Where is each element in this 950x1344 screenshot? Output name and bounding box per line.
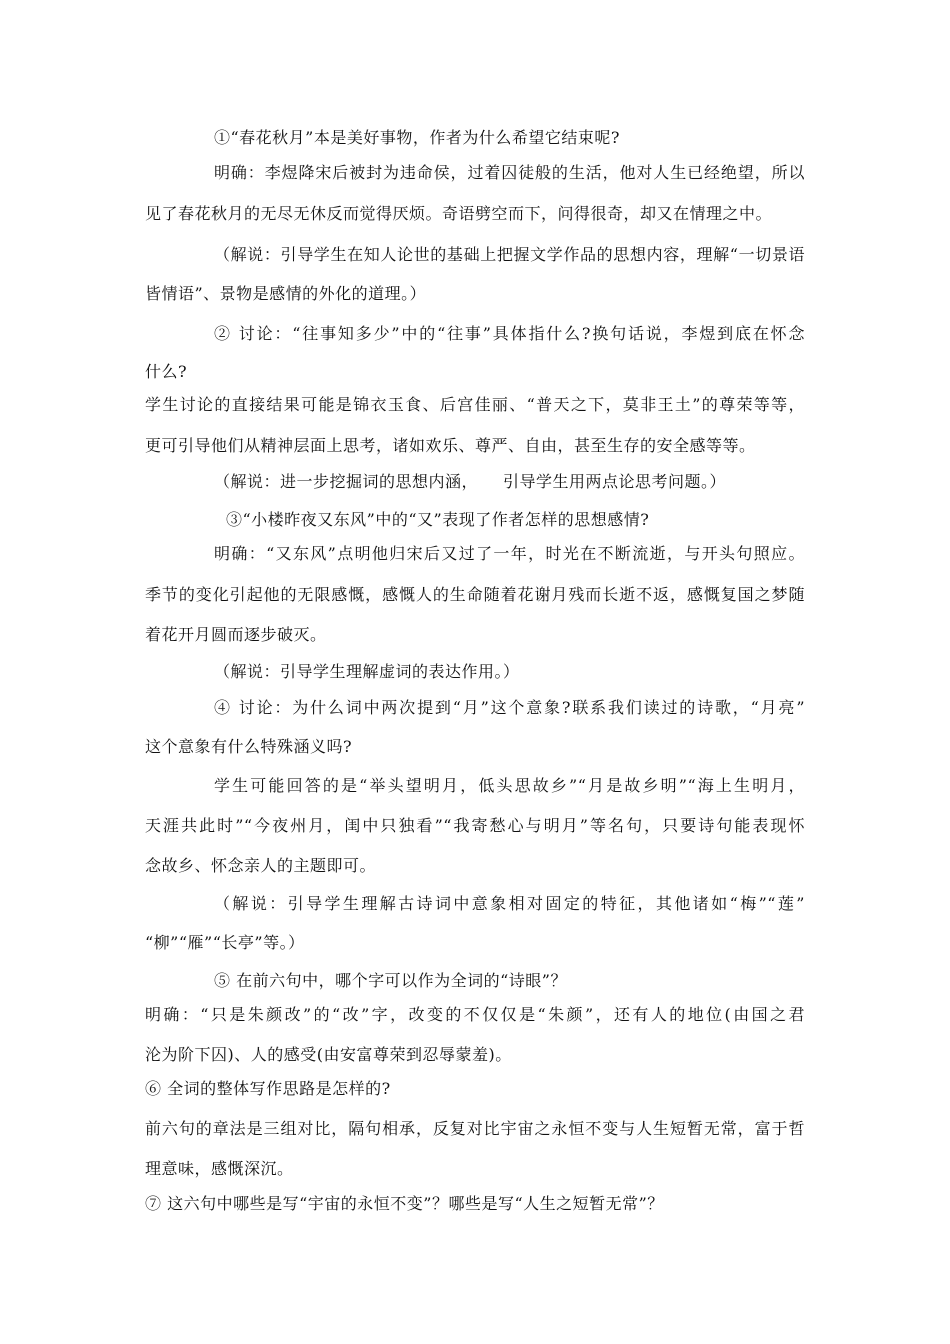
answer-6-line-1: 前六句的章法是三组对比，隔句相承，反复对比宇宙之永恒不变与人生短暂无常，富于哲 [145, 1119, 805, 1138]
discussion-2-line-1: 学生讨论的直接结果可能是锦衣玉食、后宫佳丽、“普天之下，莫非王土”的尊荣等等， [145, 395, 805, 414]
question-2-line-2: 什么? [145, 362, 188, 381]
answer-3-line-3: 着花开月圆而逐步破灭。 [145, 625, 327, 644]
answer-1-line-2: 见了春花秋月的无尽无休反而觉得厌烦。奇语劈空而下，问得很奇，却又在情理之中。 [145, 204, 773, 223]
answer-5-line-1: 明确：“只是朱颜改”的“改”字，改变的不仅仅是“朱颜”，还有人的地位(由国之君 [145, 1005, 805, 1024]
answer-1-line-1: 明确：李煜降宋后被封为违命侯，过着囚徒般的生活，他对人生已经绝望，所以 [214, 163, 805, 182]
question-4-line-1: ④ 讨论：为什么词中两次提到“月”这个意象?联系我们读过的诗歌，“月亮” [214, 698, 805, 717]
note-1-line-2: 皆情语”、景物是感情的外化的道理。） [145, 284, 427, 303]
answer-5-line-2: 沦为阶下囚)、人的感受(由安富尊荣到忍辱蒙羞)。 [145, 1045, 512, 1064]
note-3: （解说：引导学生理解虚词的表达作用。） [214, 662, 520, 681]
note-4-line-1: （解说：引导学生理解古诗词中意象相对固定的特征，其他诸如“梅”“莲” [214, 894, 805, 913]
question-2-line-1: ② 讨论：“往事知多少”中的“往事”具体指什么?换句话说，李煜到底在怀念 [214, 324, 805, 343]
discussion-2-line-2: 更可引导他们从精神层面上思考，诸如欢乐、尊严、自由，甚至生存的安全感等等。 [145, 436, 756, 455]
answer-6-line-2: 理意味，感慨深沉。 [145, 1159, 294, 1178]
note-2: （解说：进一步挖掘词的思想内涵， 引导学生用两点论思考问题。） [214, 472, 727, 491]
note-1-line-1: （解说：引导学生在知人论世的基础上把握文学作品的思想内容，理解“一切景语 [214, 245, 805, 264]
note-4-line-2: “柳”“雁”“长亭”等。） [145, 933, 305, 952]
answer-4-line-3: 念故乡、怀念亲人的主题即可。 [145, 856, 377, 875]
question-4-line-2: 这个意象有什么特殊涵义吗? [145, 737, 353, 756]
answer-3-line-2: 季节的变化引起他的无限感慨，感慨人的生命随着花谢月残而长逝不返，感慨复国之梦随 [145, 585, 805, 604]
question-3: ③“小楼昨夜又东风”中的“又”表现了作者怎样的思想感情? [226, 510, 650, 529]
question-6: ⑥ 全词的整体写作思路是怎样的? [145, 1079, 391, 1098]
answer-3-line-1: 明确：“又东风”点明他归宋后又过了一年，时光在不断流逝，与开头句照应。 [214, 544, 805, 563]
question-5: ⑤ 在前六句中，哪个字可以作为全词的“诗眼”？ [214, 971, 567, 990]
question-1: ①“春花秋月”本是美好事物，作者为什么希望它结束呢? [214, 128, 620, 147]
answer-4-line-1: 学生可能回答的是“举头望明月，低头思故乡”“月是故乡明”“海上生明月， [214, 776, 805, 795]
answer-4-line-2: 天涯共此时”“今夜州月，闺中只独看”“我寄愁心与明月”等名句，只要诗句能表现怀 [145, 816, 805, 835]
question-7: ⑦ 这六句中哪些是写“宇宙的永恒不变”？哪些是写“人生之短暂无常”？ [145, 1194, 664, 1213]
